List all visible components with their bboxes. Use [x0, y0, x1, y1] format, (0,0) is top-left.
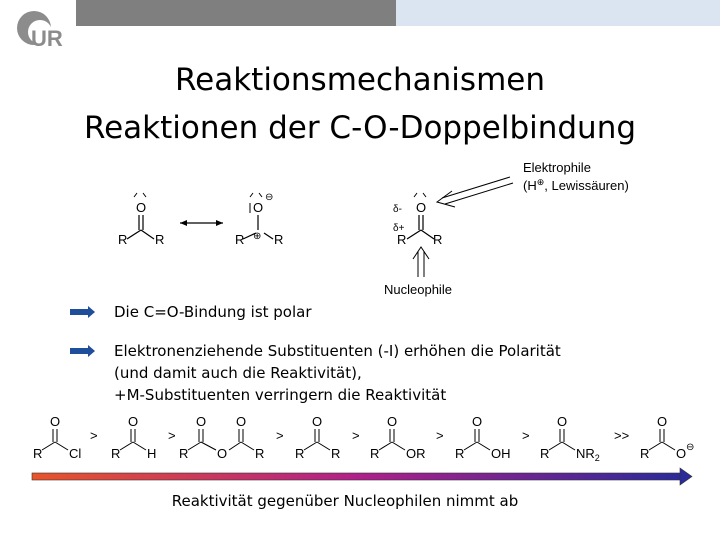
much-greater-than-sign: >> — [614, 428, 630, 443]
nucleophile-arrow — [413, 247, 429, 277]
r-group-label: R — [370, 446, 380, 461]
oxygen-atom: O — [416, 200, 427, 215]
r-group-label: R — [540, 446, 550, 461]
lone-pair-marks — [134, 193, 146, 197]
resonance-left-structure — [118, 193, 164, 247]
r-group-label: R — [33, 446, 43, 461]
single-bond-line — [407, 230, 421, 239]
r-group-label: R — [331, 446, 341, 461]
delta-plus-label: δ+ — [393, 223, 405, 234]
single-bond-line — [141, 230, 154, 239]
oxygen-atom: O — [657, 414, 668, 429]
oxygen-atom: O — [253, 200, 264, 215]
r-group-label: R — [455, 446, 465, 461]
title-line-1: Reaktionsmechanismen — [175, 62, 545, 98]
r-group-label: R — [640, 446, 650, 461]
greater-than-sign: > — [90, 428, 98, 443]
r-group-label: R — [397, 232, 407, 247]
r-group-label: R — [235, 232, 245, 247]
delta-minus-label: δ- — [393, 204, 402, 215]
greater-than-sign: > — [276, 428, 284, 443]
compound-carboxylate — [640, 414, 694, 461]
resonance-right-structure — [235, 192, 283, 247]
reactivity-caption: Reaktivität gegenüber Nucleophilen nimmt ab — [171, 492, 519, 510]
substituent-label: $NR_2$ — [576, 446, 600, 463]
r-group-label: R — [155, 232, 165, 247]
oxygen-atom: O — [472, 414, 483, 429]
logo-text: UR — [31, 26, 63, 51]
compound-acyl-chloride — [33, 414, 81, 461]
bullet-text: Die C=O-Bindung ist polar — [114, 303, 312, 321]
bullet-text: (und damit auch die Reaktivität), — [114, 364, 362, 382]
r-group-label: R — [295, 446, 305, 461]
r-group-label: R — [433, 232, 443, 247]
oxygen-atom: O — [387, 414, 398, 429]
header-bar-gray — [76, 0, 396, 26]
bullet-text: Elektronenziehende Substituenten (-I) erhöhen die Polarität — [114, 342, 561, 360]
r-group-label: R — [274, 232, 284, 247]
reactivity-gradient-arrow — [32, 468, 692, 485]
oxygen-atom: O — [136, 200, 147, 215]
negative-charge: ⊖ — [686, 442, 695, 453]
oxygen-atom: O — [128, 414, 139, 429]
substituent-label: OH — [491, 446, 511, 461]
title-line-2: Reaktionen der C-O-Doppelbindung — [83, 110, 637, 146]
oxygen-atom: O — [312, 414, 323, 429]
bullet-arrow-icon — [70, 344, 96, 358]
nucleophile-label: Nucleophile — [384, 282, 452, 297]
carbonyl-diagram — [100, 155, 629, 305]
r-group-label: R — [118, 232, 128, 247]
bridging-oxygen: O — [217, 446, 228, 461]
lone-pair-marks — [414, 193, 426, 197]
greater-than-sign: > — [352, 428, 360, 443]
bullet-text: +M-Substituenten verringern die Reaktivität — [114, 386, 447, 404]
substituent-label: OR — [406, 446, 426, 461]
negative-charge: ⊖ — [265, 192, 274, 203]
greater-than-sign: > — [168, 428, 176, 443]
university-logo — [14, 6, 66, 54]
positive-charge: ⊕ — [253, 231, 262, 242]
compound-aldehyde — [111, 414, 156, 461]
single-bond-line — [264, 233, 273, 239]
compound-anhydride — [179, 414, 264, 461]
electrophile-arrow — [437, 177, 513, 207]
substituent-label: H — [147, 446, 157, 461]
oxygen-atom: O — [50, 414, 61, 429]
greater-than-sign: > — [522, 428, 530, 443]
resonance-arrow — [180, 220, 223, 226]
compound-ester — [370, 414, 426, 461]
oxygen-atom: O — [557, 414, 568, 429]
r-group-label: R — [179, 446, 189, 461]
header-bar-blue — [396, 0, 720, 26]
electrophile-label: Elektrophile — [523, 160, 591, 175]
oxygen-atom: O — [236, 414, 247, 429]
substituent-label: O — [676, 446, 687, 461]
compound-carboxylic-acid — [455, 414, 511, 461]
greater-than-sign: > — [436, 428, 444, 443]
bullet-arrow-icon — [70, 305, 96, 319]
oxygen-atom: O — [196, 414, 207, 429]
substituent-label: Cl — [69, 446, 82, 461]
lone-pair-marks — [250, 193, 262, 197]
compound-ketone — [295, 414, 340, 461]
r-group-label: R — [255, 446, 265, 461]
electrophile-detail: (H⊕, Lewissäuren) — [523, 177, 629, 193]
polarized-carbonyl — [393, 193, 442, 247]
reactivity-series — [20, 410, 700, 490]
single-bond-line — [127, 230, 141, 239]
compound-amide — [540, 414, 600, 463]
r-group-label: R — [111, 446, 121, 461]
